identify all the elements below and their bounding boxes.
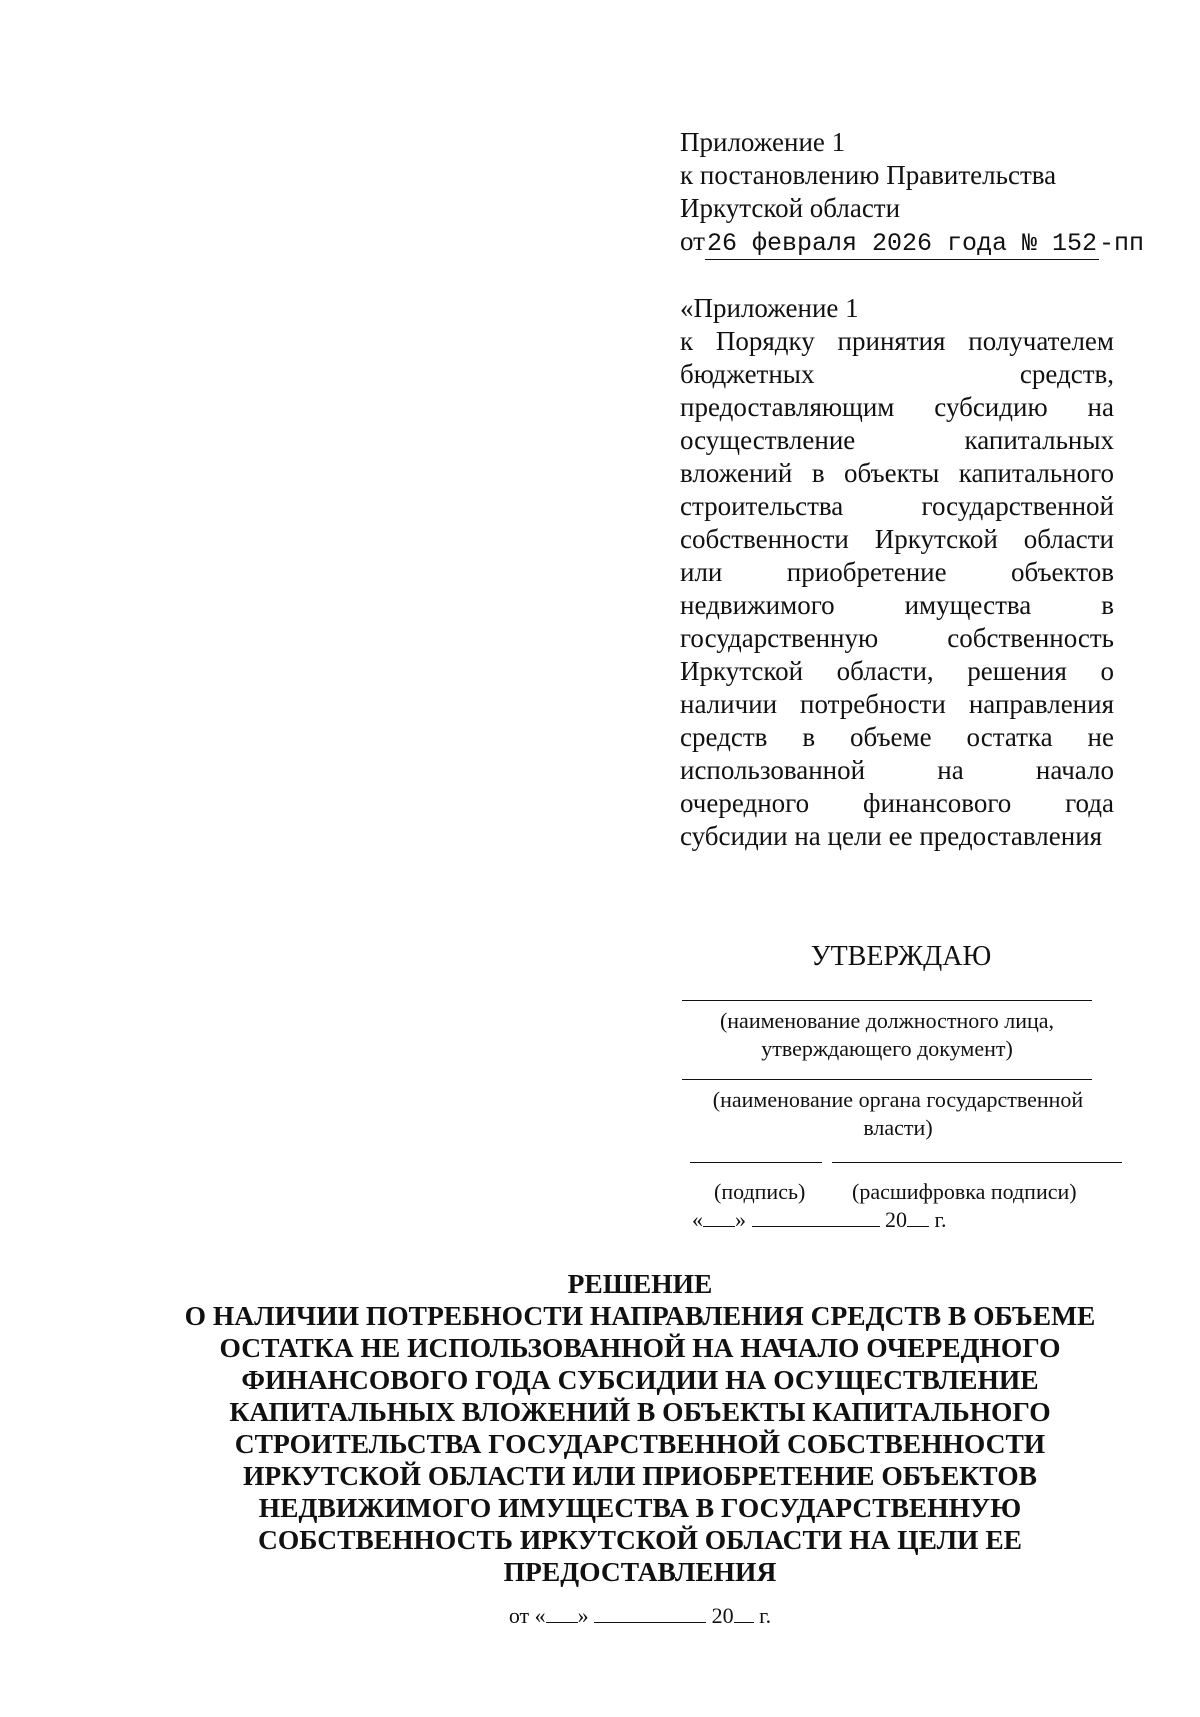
- decision-title-line: РЕШЕНИЕ: [567, 1268, 713, 1299]
- decision-title-line: ПРЕДОСТАВЛЕНИЯ: [503, 1556, 777, 1587]
- body-name-line: [682, 1067, 1092, 1080]
- signature-decoding-line: [832, 1162, 1122, 1163]
- decision-date-year: 20: [711, 1603, 734, 1628]
- decision-title-line: О НАЛИЧИИ ПОТРЕБНОСТИ НАПРАВЛЕНИЯ СРЕДСТВ В ОБЪЕМЕ: [184, 1300, 1096, 1331]
- decision-day-blank: [546, 1604, 578, 1623]
- approval-year-blank: [907, 1208, 929, 1227]
- approval-date-year: 20: [885, 1207, 907, 1232]
- signature-lines: [676, 1146, 1126, 1176]
- appendix-date-line: [680, 225, 1145, 260]
- approval-month-blank: [752, 1208, 880, 1227]
- signature-decoding-caption: (расшифровка подписи): [852, 1179, 1077, 1204]
- official-name-caption: (наименование должностного лица, утверждающего документ): [719, 1008, 1055, 1061]
- nested-appendix-body: к Порядку принятия получателем бюджетных средств, предоставляющим субсидию на осуществление капитальных вложений в объекты капитального строительства государственной собственности Иркутской области или приобретение объектов недвижимого имущества в государственную собственность Иркутской области, решения о наличии потребности направления средств в объеме остатка не использованной на начало очередного финансового года субсидии на цели ее предоставления: [680, 326, 1114, 851]
- nested-appendix-title: «Приложение 1: [680, 293, 859, 323]
- decision-title-line: СТРОИТЕЛЬСТВА ГОСУДАРСТВЕННОЙ СОБСТВЕННОСТИ: [234, 1428, 1046, 1459]
- decision-title-line: ОСТАТКА НЕ ИСПОЛЬЗОВАННОЙ НА НАЧАЛО ОЧЕРЕДНОГО: [219, 1332, 1061, 1363]
- signature-caption: (подпись): [714, 1179, 806, 1204]
- approval-day-blank: [703, 1208, 735, 1227]
- approval-date-row: [692, 1206, 1126, 1234]
- approval-block: [676, 940, 1126, 1234]
- signature-captions: [676, 1176, 1126, 1206]
- approval-title: УТВЕРЖДАЮ: [810, 941, 992, 972]
- body-name-caption: (наименование органа государственной власти): [712, 1087, 1084, 1140]
- decision-date-row: [150, 1602, 1130, 1630]
- decision-title-line: НЕДВИЖИМОГО ИМУЩЕСТВА В ГОСУДАРСТВЕННУЮ: [258, 1492, 1022, 1523]
- approval-date-close-quote: »: [735, 1207, 746, 1232]
- appendix-number: Приложение 1: [680, 127, 846, 157]
- decision-title-line: ФИНАНСОВОГО ГОДА СУБСИДИИ НА ОСУЩЕСТВЛЕНИЕ: [241, 1364, 1039, 1395]
- appendix-date-prefix: от: [680, 226, 705, 256]
- decision-date-year-suffix: г.: [759, 1603, 772, 1628]
- decision-year-blank: [734, 1604, 754, 1623]
- approval-date-open-quote: «: [692, 1207, 703, 1232]
- decision-title-line: КАПИТАЛЬНЫХ ВЛОЖЕНИЙ В ОБЪЕКТЫ КАПИТАЛЬНОГО: [229, 1396, 1051, 1427]
- decision-date-prefix: от «: [508, 1603, 546, 1628]
- decision-title: [150, 1268, 1130, 1588]
- official-name-line: [682, 988, 1092, 1001]
- signature-line: [690, 1162, 822, 1163]
- decision-title-line: ИРКУТСКОЙ ОБЛАСТИ ИЛИ ПРИОБРЕТЕНИЕ ОБЪЕКТОВ: [243, 1460, 1037, 1491]
- decision-date-close-quote: »: [577, 1603, 589, 1628]
- approval-date-year-suffix: г.: [934, 1207, 947, 1232]
- appendix-date-value: 26 февраля 2026 года № 152: [706, 229, 1098, 258]
- decision-month-blank: [594, 1604, 706, 1623]
- appendix-region: Иркутской области: [680, 193, 901, 223]
- appendix-resolution-ref: к постановлению Правительства: [680, 160, 1057, 190]
- decision-title-line: СОБСТВЕННОСТЬ ИРКУТСКОЙ ОБЛАСТИ НА ЦЕЛИ ЕЕ: [257, 1524, 1023, 1555]
- appendix-header: [680, 126, 1145, 260]
- nested-appendix: [680, 292, 1114, 853]
- appendix-date-suffix: -пп: [1099, 229, 1145, 258]
